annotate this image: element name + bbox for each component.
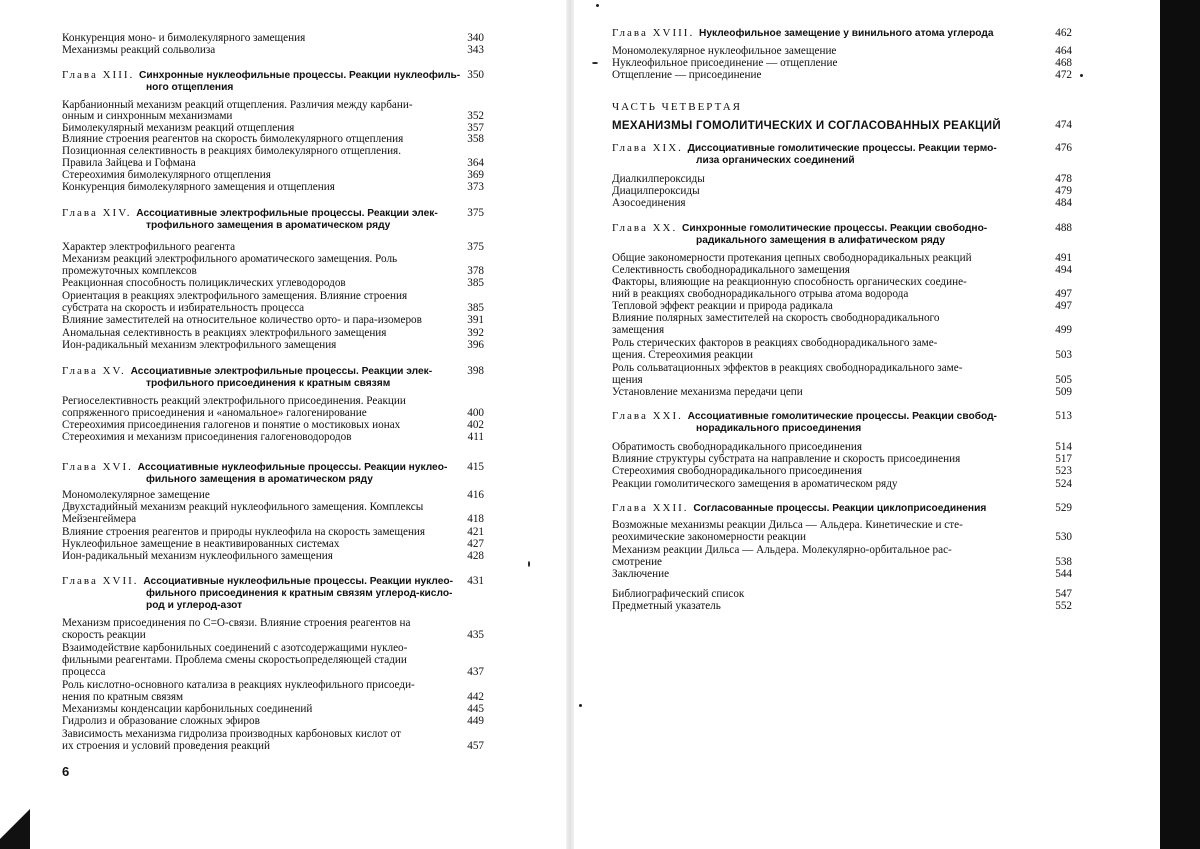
toc-entry-title: Взаимодействие карбонильных соединений с азотсодержащими нуклео- bbox=[62, 642, 408, 654]
toc-page-number: 445 bbox=[467, 703, 484, 715]
toc-entry-title: нения по кратным связям bbox=[62, 691, 184, 703]
toc-entry-title: Региоселективность реакций электрофильного присоединения. Реакции bbox=[62, 395, 406, 407]
toc-chapter-title bbox=[62, 576, 453, 587]
chapter-title-line: Синхронные гомолитические процессы. Реакции свободно- bbox=[681, 223, 988, 234]
toc-page-number: 435 bbox=[467, 629, 484, 641]
toc-chapter-title bbox=[62, 462, 447, 473]
toc-page-number: 375 bbox=[467, 241, 484, 253]
chapter-title-line: Согласованные процессы. Реакции циклоприсоединения bbox=[693, 503, 987, 514]
toc-page-number: 449 bbox=[467, 715, 484, 727]
toc-page-number: 418 bbox=[467, 513, 484, 525]
toc-page-number: 357 bbox=[467, 122, 484, 134]
toc-page-number: 524 bbox=[1055, 478, 1072, 490]
toc-page-number: 391 bbox=[467, 314, 484, 326]
toc-entry-title: Аномальная селективность в реакциях электрофильного замещения bbox=[62, 327, 387, 339]
toc-chapter-title bbox=[612, 411, 997, 422]
toc-page-number: 398 bbox=[467, 365, 484, 377]
toc-entry-title: Обратимость свободнорадикального присоединения bbox=[612, 441, 862, 453]
toc-page-number: 544 bbox=[1055, 568, 1072, 580]
toc-page-number: 514 bbox=[1055, 441, 1072, 453]
toc-page-number: 462 bbox=[1055, 27, 1072, 39]
toc-page-number: 343 bbox=[467, 44, 484, 56]
toc-page-number: 369 bbox=[467, 169, 484, 181]
chapter-title-line: фильного присоединения к кратным связям углерод-кисло- bbox=[146, 588, 453, 599]
page-gutter bbox=[566, 0, 574, 849]
chapter-title-line: норадикального присоединения bbox=[696, 423, 862, 434]
toc-entry-title: Факторы, влияющие на реакционную способность органических соедине- bbox=[612, 276, 967, 288]
toc-page-number: 392 bbox=[467, 327, 484, 339]
toc-entry-title: Нуклеофильное присоединение — отщепление bbox=[612, 57, 838, 69]
toc-entry-title: Тепловой эффект реакции и природа радикала bbox=[612, 300, 833, 312]
toc-page-number: 497 bbox=[1055, 300, 1072, 312]
toc-page-number: 373 bbox=[467, 181, 484, 193]
toc-entry-title: Диалкилпероксиды bbox=[612, 173, 705, 185]
toc-entry-title: Азосоединения bbox=[612, 197, 686, 209]
toc-entry-title: Мономолекулярное нуклеофильное замещение bbox=[612, 45, 837, 57]
scan-speck bbox=[1080, 74, 1083, 77]
toc-entry-title: Нуклеофильное замещение в неактивированных системах bbox=[62, 538, 340, 550]
chapter-label: Глава XVIII. bbox=[612, 27, 699, 39]
chapter-label: Глава XIV. bbox=[62, 207, 137, 219]
toc-entry-title: Влияние строения реагентов и природы нуклеофила на скорость замещения bbox=[62, 526, 426, 538]
toc-entry-title: Возможные механизмы реакции Дильса — Альдера. Кинетические и сте- bbox=[612, 519, 963, 531]
chapter-title-line: фильного замещения в ароматическом ряду bbox=[146, 474, 373, 485]
chapter-title-line: радикального замещения в алифатическом ряду bbox=[696, 235, 946, 246]
toc-page-number: 503 bbox=[1055, 349, 1072, 361]
toc-page-number: 358 bbox=[467, 133, 484, 145]
toc-entry-title: Общие закономерности протекания цепных свободнорадикальных реакций bbox=[612, 252, 972, 264]
toc-page-number: 364 bbox=[467, 157, 484, 169]
toc-page-number: 421 bbox=[467, 526, 484, 538]
toc-page-number: 472 bbox=[1055, 69, 1072, 81]
toc-entry-title: Селективность свободнорадикального замещения bbox=[612, 264, 850, 276]
toc-entry-title: Влияние заместителей на относительное количество орто- и пара-изомеров bbox=[62, 314, 422, 326]
chapter-label: Глава XV. bbox=[62, 365, 131, 377]
toc-page-number: 416 bbox=[467, 489, 484, 501]
toc-page-number: 497 bbox=[1055, 288, 1072, 300]
toc-page-number: 476 bbox=[1055, 142, 1072, 154]
toc-entry-title: Библиографический список bbox=[612, 588, 745, 600]
toc-page-number: 378 bbox=[467, 265, 484, 277]
toc-chapter-title bbox=[612, 28, 994, 39]
toc-entry-title: онным и синхронным механизмами bbox=[62, 110, 233, 122]
toc-entry-title: Гидролиз и образование сложных эфиров bbox=[62, 715, 260, 727]
toc-chapter-title bbox=[612, 223, 987, 234]
toc-page-number: 427 bbox=[467, 538, 484, 550]
toc-entry-title: Стереохимия бимолекулярного отщепления bbox=[62, 169, 271, 181]
chapter-label: Глава XVI. bbox=[62, 461, 138, 473]
toc-entry-title: Стереохимия присоединения галогенов и понятие о мостиковых ионах bbox=[62, 419, 401, 431]
toc-entry-title: Ориентация в реакциях электрофильного замещения. Влияние строения bbox=[62, 290, 408, 302]
chapter-title-line: трофильного присоединения к кратным связям bbox=[146, 378, 391, 389]
toc-page-number: 428 bbox=[467, 550, 484, 562]
toc-entry-title: Роль кислотно-основного катализа в реакциях нуклеофильного присоеди- bbox=[62, 679, 415, 691]
scan-corner-shadow bbox=[0, 789, 30, 849]
chapter-title-line: Ассоциативные электрофильные процессы. Реакции элек- bbox=[136, 208, 438, 219]
toc-chapter-title bbox=[62, 70, 460, 81]
toc-page-number: 547 bbox=[1055, 588, 1072, 600]
part-label: ЧАСТЬ ЧЕТВЕРТАЯ bbox=[612, 101, 743, 113]
toc-entry-title: Роль сольватационных эффектов в реакциях свободнорадикального заме- bbox=[612, 362, 963, 374]
toc-page-number: 442 bbox=[467, 691, 484, 703]
toc-page-number: 415 bbox=[467, 461, 484, 473]
toc-entry-title: Диацилпероксиды bbox=[612, 185, 700, 197]
toc-entry-title: Механизм присоединения по C=O-связи. Влияние строения реагентов на bbox=[62, 617, 411, 629]
toc-entry-title: фильными реагентами. Проблема смены скоростьопределяющей стадии bbox=[62, 654, 407, 666]
toc-page-number: 484 bbox=[1055, 197, 1072, 209]
chapter-title-line: Ассоциативные электрофильные процессы. Реакции элек- bbox=[130, 366, 433, 377]
toc-entry-title: Механизм реакций электрофильного ароматического замещения. Роль bbox=[62, 253, 398, 265]
chapter-label: Глава XIX. bbox=[612, 142, 688, 154]
toc-entry-title: Роль стерических факторов в реакциях свободнорадикального заме- bbox=[612, 337, 938, 349]
toc-entry-title: Зависимость механизма гидролиза производных карбоновых кислот от bbox=[62, 728, 401, 740]
toc-page-number: 523 bbox=[1055, 465, 1072, 477]
toc-page-number: 530 bbox=[1055, 531, 1072, 543]
scan-speck bbox=[528, 561, 530, 567]
toc-entry-title: Влияние структуры субстрата на направление и скорость присоединения bbox=[612, 453, 961, 465]
toc-entry-title: Стереохимия и механизм присоединения галогеноводородов bbox=[62, 431, 352, 443]
toc-entry-title: реохимические закономерности реакции bbox=[612, 531, 806, 543]
chapter-title-line: лиза органических соединений bbox=[696, 155, 855, 166]
part-title: МЕХАНИЗМЫ ГОМОЛИТИЧЕСКИХ И СОГЛАСОВАННЫХ РЕАКЦИЙ bbox=[612, 120, 1001, 132]
toc-entry-title: Стереохимия свободнорадикального присоединения bbox=[612, 465, 863, 477]
toc-entry-title: Позиционная селективность в реакциях бимолекулярного отщепления. bbox=[62, 145, 401, 157]
chapter-title-line: ного отщепления bbox=[146, 82, 234, 93]
toc-page-number: 385 bbox=[467, 302, 484, 314]
toc-entry-title: их строения и условий проведения реакций bbox=[62, 740, 270, 752]
toc-entry-title: Установление механизма передачи цепи bbox=[612, 386, 803, 398]
toc-page-number: 505 bbox=[1055, 374, 1072, 386]
toc-page-number: 464 bbox=[1055, 45, 1072, 57]
toc-page-number: 529 bbox=[1055, 502, 1072, 514]
chapter-title-line: Нуклеофильное замещение у винильного атома углерода bbox=[698, 28, 994, 39]
chapter-label: Глава XXI. bbox=[612, 410, 688, 422]
toc-entry-title: Ион-радикальный механизм нуклеофильного замещения bbox=[62, 550, 333, 562]
scan-speck bbox=[592, 62, 598, 64]
toc-page-number: 437 bbox=[467, 666, 484, 678]
chapter-title-line: Ассоциативные нуклеофильные процессы. Реакции нуклео- bbox=[143, 576, 454, 587]
toc-page-number: 431 bbox=[467, 575, 484, 587]
toc-entry-title: Правила Зайцева и Гофмана bbox=[62, 157, 196, 169]
toc-entry-title: ний в реакциях свободнорадикального отрыва атома водорода bbox=[612, 288, 909, 300]
toc-page-number: 375 bbox=[467, 207, 484, 219]
toc-entry-title: Конкуренция бимолекулярного замещения и отщепления bbox=[62, 181, 335, 193]
toc-entry-title: Мономолекулярное замещение bbox=[62, 489, 210, 501]
toc-entry-title: Механизм реакции Дильса — Альдера. Молекулярно-орбитальное рас- bbox=[612, 544, 952, 556]
toc-page-number: 350 bbox=[467, 69, 484, 81]
part-page-number: 474 bbox=[1055, 119, 1072, 131]
toc-page-number: 400 bbox=[467, 407, 484, 419]
toc-entry-title: Влияние полярных заместителей на скорость свободнорадикального bbox=[612, 312, 940, 324]
chapter-title-line: Ассоциативные гомолитические процессы. Реакции свобод- bbox=[687, 411, 997, 422]
toc-entry-title: Характер электрофильного реагента bbox=[62, 241, 236, 253]
toc-entry-title: Карбанионный механизм реакций отщепления. Различия между карбани- bbox=[62, 99, 413, 111]
scan-speck bbox=[596, 4, 599, 7]
toc-entry-title: щения. Стереохимия реакции bbox=[612, 349, 753, 361]
toc-page-number: 538 bbox=[1055, 556, 1072, 568]
toc-entry-title: субстрата на скорость и избирательность процесса bbox=[62, 302, 305, 314]
chapter-label: Глава XIII. bbox=[62, 69, 140, 81]
chapter-title-line: род и углерод-азот bbox=[146, 600, 243, 611]
toc-page-number: 457 bbox=[467, 740, 484, 752]
chapter-title-line: Диссоциативные гомолитические процессы. Реакции термо- bbox=[687, 143, 997, 154]
toc-entry-title: Предметный указатель bbox=[612, 600, 721, 612]
toc-entry-title: Механизмы реакций сольволиза bbox=[62, 44, 216, 56]
toc-entry-title: Влияние строения реагентов на скорость бимолекулярного отщепления bbox=[62, 133, 404, 145]
chapter-label: Глава XVII. bbox=[62, 575, 144, 587]
chapter-title-line: трофильного замещения в ароматическом ряду bbox=[146, 220, 391, 231]
toc-entry-title: Механизмы конденсации карбонильных соединений bbox=[62, 703, 313, 715]
toc-entry-title: Бимолекулярный механизм реакций отщепления bbox=[62, 122, 295, 134]
chapter-title-line: Синхронные нуклеофильные процессы. Реакции нуклеофиль- bbox=[139, 70, 461, 81]
toc-page-number: 411 bbox=[467, 431, 484, 443]
toc-page-number: 491 bbox=[1055, 252, 1072, 264]
chapter-label: Глава XX. bbox=[612, 222, 682, 234]
toc-entry-title: сопряженного присоединения и «аномальное» галогенирование bbox=[62, 407, 367, 419]
toc-entry-title: процесса bbox=[62, 666, 106, 678]
toc-page-number: 385 bbox=[467, 277, 484, 289]
toc-entry-title: Мейзенгеймера bbox=[62, 513, 137, 525]
toc-page-number: 494 bbox=[1055, 264, 1072, 276]
toc-page-number: 478 bbox=[1055, 173, 1072, 185]
chapter-title-line: Ассоциативные нуклеофильные процессы. Реакции нуклео- bbox=[137, 462, 448, 473]
toc-entry-title: Реакции гомолитического замещения в ароматическом ряду bbox=[612, 478, 898, 490]
toc-entry-title: Ион-радикальный механизм электрофильного замещения bbox=[62, 339, 337, 351]
toc-page-number: 488 bbox=[1055, 222, 1072, 234]
toc-chapter-title bbox=[62, 208, 438, 219]
page-number: 6 bbox=[62, 764, 70, 779]
toc-entry-title: Реакционная способность полициклических углеводородов bbox=[62, 277, 346, 289]
toc-page-number: 513 bbox=[1055, 410, 1072, 422]
toc-entry-title: замещения bbox=[612, 324, 665, 336]
toc-page-number: 509 bbox=[1055, 386, 1072, 398]
toc-page-number: 396 bbox=[467, 339, 484, 351]
toc-entry-title: промежуточных комплексов bbox=[62, 265, 197, 277]
toc-entry-title: щения bbox=[612, 374, 643, 386]
toc-entry-title: Конкуренция моно- и бимолекулярного замещения bbox=[62, 32, 306, 44]
chapter-label: Глава XXII. bbox=[612, 502, 694, 514]
toc-page-number: 352 bbox=[467, 110, 484, 122]
toc-entry-title: Отщепление — присоединение bbox=[612, 69, 762, 81]
toc-page-number: 479 bbox=[1055, 185, 1072, 197]
toc-entry-title: Двухстадийный механизм реакций нуклеофильного замещения. Комплексы bbox=[62, 501, 424, 513]
toc-chapter-title bbox=[612, 143, 997, 154]
toc-page-number: 517 bbox=[1055, 453, 1072, 465]
toc-page-number: 468 bbox=[1055, 57, 1072, 69]
toc-page-number: 552 bbox=[1055, 600, 1072, 612]
toc-page-number: 499 bbox=[1055, 324, 1072, 336]
toc-page-number: 402 bbox=[467, 419, 484, 431]
scan-edge-shadow bbox=[1160, 0, 1200, 849]
toc-entry-title: скорость реакции bbox=[62, 629, 146, 641]
toc-chapter-title bbox=[62, 366, 432, 377]
toc-entry-title: Заключение bbox=[612, 568, 670, 580]
toc-chapter-title bbox=[612, 503, 986, 514]
scan-speck bbox=[579, 704, 582, 707]
toc-entry-title: смотрение bbox=[612, 556, 663, 568]
toc-page-number: 340 bbox=[467, 32, 484, 44]
